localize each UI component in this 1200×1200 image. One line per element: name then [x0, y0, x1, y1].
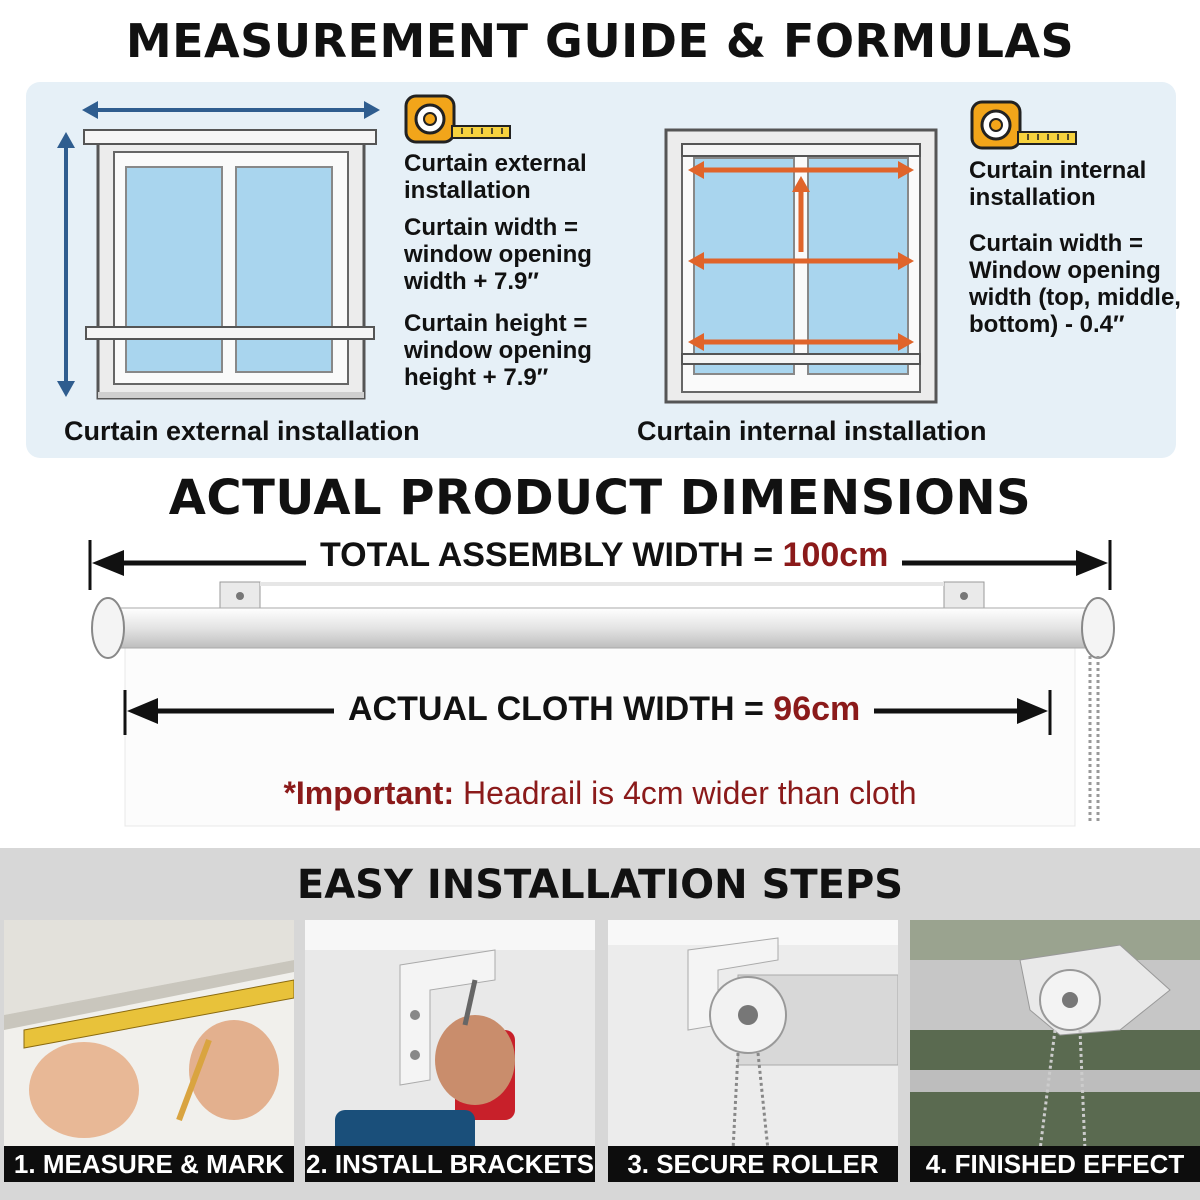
step-label: 2. INSTALL BRACKETS: [305, 1146, 595, 1182]
step-measure: [4, 920, 294, 1182]
measure-photo: [4, 920, 294, 1182]
guide-title: MEASUREMENT GUIDE & FORMULAS: [125, 14, 1075, 68]
steps-title: EASY INSTALLATION STEPS: [296, 862, 904, 908]
external-heading: Curtain external installation: [404, 150, 587, 204]
step-label: 3. SECURE ROLLER: [608, 1146, 898, 1182]
step-brackets: [305, 920, 595, 1182]
brackets-photo: [305, 920, 595, 1182]
internal-heading: Curtain internal installation: [969, 157, 1147, 211]
step-label: 1. MEASURE & MARK: [4, 1146, 294, 1182]
external-caption: Curtain external installation: [64, 416, 420, 446]
internal-window-illustration: [664, 128, 944, 406]
important-note: *Important: Headrail is 4cm wider than cloth: [283, 775, 917, 811]
tape-measure-icon: [970, 98, 1080, 154]
dimensions-title: ACTUAL PRODUCT DIMENSIONS: [168, 470, 1032, 526]
external-height-formula: Curtain height = window opening height + 7.9″: [404, 310, 592, 391]
external-width-formula: Curtain width = window opening width + 7.9″: [404, 214, 592, 295]
step-finished: [910, 920, 1200, 1182]
tape-measure-icon: [404, 92, 514, 148]
total-width-label: TOTAL ASSEMBLY WIDTH = 100cm: [306, 536, 902, 575]
internal-caption: Curtain internal installation: [637, 416, 987, 446]
external-window-illustration: [40, 92, 390, 422]
step-label: 4. FINISHED EFFECT: [910, 1146, 1200, 1182]
step-roller: [608, 920, 898, 1182]
cloth-width-label: ACTUAL CLOTH WIDTH = 96cm: [334, 690, 874, 729]
finished-photo: [910, 920, 1200, 1182]
internal-width-formula: Curtain width = Window opening width (top, middle, bottom) - 0.4″: [969, 230, 1181, 338]
roller-photo: [608, 920, 898, 1182]
